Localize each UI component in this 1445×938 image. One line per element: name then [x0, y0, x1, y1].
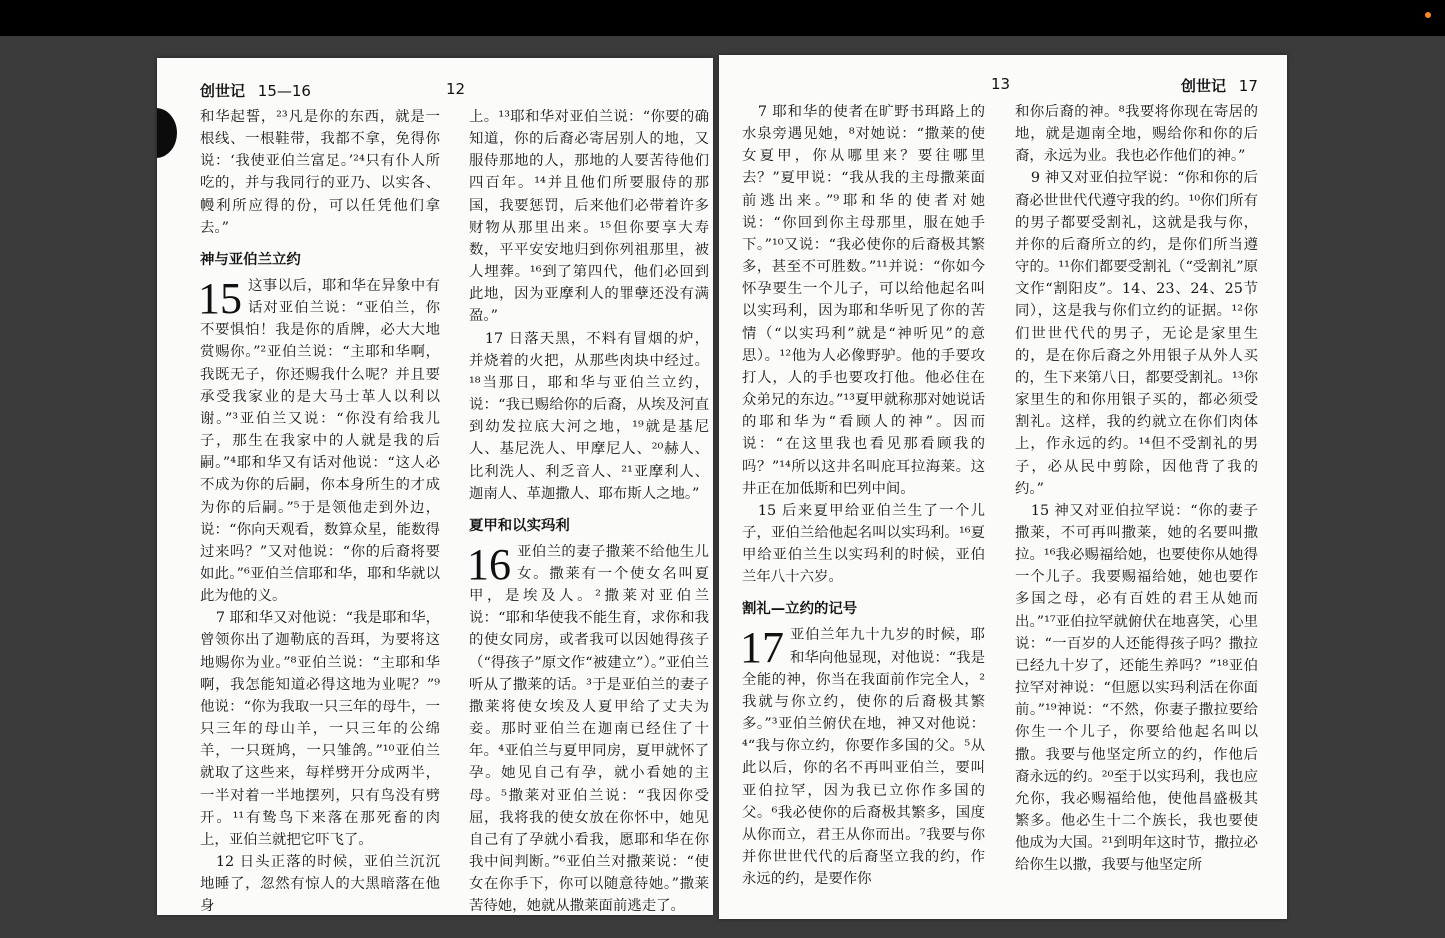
left-column-1	[200, 106, 440, 915]
chapter-dropcap: 17	[740, 623, 784, 673]
status-indicator-icon	[1425, 12, 1431, 18]
left-book-title: 创世记	[200, 82, 246, 100]
right-book-title: 创世记	[1181, 77, 1227, 95]
paragraph: 7 耶和华的使者在旷野书珥路上的水泉旁遇见她，⁸对她说：“撒莱的使女夏甲，你从哪里来？要往哪里去？”夏甲说：“我从我的主母撒莱面前逃出来。”⁹耶和华的使者对她说：“你回到你主母那里，服在她手下。”¹⁰又说：“我必使你的后裔极其繁多，甚至不可胜数。”¹¹并说：“你如今怀孕要生一个儿子，可以给他起名叫以实玛利，因为耶和华听见了你的苦情（“以实玛利”就是“神听见”的意思）。¹²他为人必像野驴。他的手要攻打人，人的手也要攻打他。他必住在众弟兄的东边。”¹³夏甲就称那对她说话的耶和华为“看顾人的神”。因而说：“在这里我也看见那看顾我的吗？”¹⁴所以这井名叫庇耳拉海莱。这井正在加低斯和巴列中间。	[742, 104, 985, 497]
paragraph: 和你后裔的神。⁸我要将你现在寄居的地，就是迦南全地，赐给你和你的后裔，永远为业。我也必作他们的神。”	[1015, 104, 1258, 165]
paragraph: 15 后来夏甲给亚伯兰生了一个儿子，亚伯兰给他起名叫以实玛利。¹⁶夏甲给亚伯兰生以实玛利的时候，亚伯兰年八十六岁。	[742, 502, 985, 586]
right-column-2	[1015, 101, 1258, 876]
paragraph: 亚伯兰的妻子撒莱不给他生儿女。撒莱有一个使女名叫夏甲，是埃及人。²撒莱对亚伯兰说：“耶和华使我不能生育，求你和我的使女同房，或者我可以因她得孩子（“得孩子”原文作“被建立”）。”亚伯兰听从了撒莱的话。³于是亚伯兰的妻子撒莱将使女埃及人夏甲给了丈夫为妾。那时亚伯兰在迦南已经住了十年。⁴亚伯兰与夏甲同房，夏甲就怀了孕。她见自己有孕，就小看她的主母。⁵撒莱对亚伯兰说：“我因你受屈，我将我的使女放在你怀中，她见自己有了孕就小看我，愿耶和华在你我中间判断。”⁶亚伯兰对撒莱说：“使女在你手下，你可以随意待她。”撒莱苦待她，她就从撒莱面前逃走了。	[469, 543, 709, 915]
binding-hole-mark	[157, 108, 177, 158]
paragraph: 17 日落天黑，不料有冒烟的炉，并烧着的火把，从那些肉块中经过。¹⁸当那日，耶和华与亚伯兰立约，说：“我已赐给你的后裔，从埃及河直到幼发拉底大河之地，¹⁹就是基尼人、基尼洗人、甲摩尼人、²⁰赫人、比利洗人、利乏音人、²¹亚摩利人、迦南人、革迦撒人、耶布斯人之地。”	[469, 330, 709, 502]
right-running-header	[1181, 75, 1258, 96]
section-heading: 神与亚伯兰立约	[200, 251, 301, 268]
left-page-number: 12	[446, 80, 466, 98]
left-column-2	[469, 106, 709, 915]
section-heading: 夏甲和以实玛利	[469, 517, 570, 534]
paragraph: 7 耶和华又对他说：“我是耶和华，曾领你出了迦勒底的吾珥，为要将这地赐你为业。”⁸亚伯兰说：“主耶和华啊，我怎能知道必得这地为业呢？”⁹他说：“你为我取一只三年的母牛，一只三年的母山羊，一只三年的公绵羊，一只斑鸠，一只雏鸽。”¹⁰亚伯兰就取了这些来，每样劈开分成两半，一半对着一半地摆列，只有鸟没有劈开。¹¹有鸷鸟下来落在那死畜的肉上，亚伯兰就把它吓飞了。	[200, 610, 440, 848]
section-heading: 割礼—立约的记号	[742, 601, 858, 618]
chapter-dropcap: 15	[198, 273, 242, 323]
paragraph: 15 神又对亚伯拉罕说：“你的妻子撒莱，不可再叫撒莱，她的名要叫撒拉。¹⁶我必赐福给她，也要使你从她得一个儿子。我要赐福给她，她也要作多国之母，必有百姓的君王从她而出。”¹⁷亚伯拉罕就俯伏在地喜笑，心里说：“一百岁的人还能得孩子吗？撒拉已经九十岁了，还能生养吗？”¹⁸亚伯拉罕对神说：“但愿以实玛利活在你面前。”¹⁹神说：“不然，你妻子撒拉要给你生一个儿子，你要给他起名叫以撒。我要与他坚定所立的约，作他后裔永远的约。²⁰至于以实玛利，我也应允你，我必赐福给他，使他昌盛极其繁多。他必生十二个族长，我也要使他成为大国。²¹到明年这时节，撒拉必给你生以撒，我要与他坚定所	[1015, 502, 1258, 874]
left-chapter-range: 15—16	[257, 82, 311, 100]
left-page	[157, 58, 713, 915]
left-running-header	[200, 80, 311, 101]
paragraph: 12 日头正落的时候，亚伯兰沉沉地睡了，忽然有惊人的大黑暗落在他身	[200, 854, 440, 915]
paragraph: 和华起誓，²³凡是你的东西，就是一根线、一根鞋带，我都不拿，免得你说：‘我使亚伯兰富足。’²⁴只有仆人所吃的，并与我同行的亚乃、以实各、幔利所应得的份，可以任凭他们拿去。”	[200, 109, 440, 236]
right-chapter: 17	[1238, 77, 1258, 95]
viewer-top-bar	[0, 0, 1445, 36]
paragraph: 亚伯兰年九十九岁的时候，耶和华向他显现，对他说：“我是全能的神，你当在我面前作完全人，²我就与你立约，使你的后裔极其繁多。”³亚伯兰俯伏在地，神又对他说：⁴“我与你立约，你要作多国的父。⁵从此以后，你的名不再叫亚伯兰，要叫亚伯拉罕，因为我已立你作多国的父。⁶我必使你的后裔极其繁多，国度从你而立，君王从你而出。⁷我要与你并你世世代代的后裔坚立我的约，作永远的约，是要作你	[742, 627, 985, 888]
paragraph: 这事以后，耶和华在异象中有话对亚伯兰说：“亚伯兰，你不要惧怕！我是你的盾牌，必大大地赏赐你。”²亚伯兰说：“主耶和华啊，我既无子，你还赐我什么呢？并且要承受我家业的是大马士革人以利以谢。”³亚伯兰又说：“你没有给我儿子，那生在我家中的人就是我的后嗣。”⁴耶和华又有话对他说：“这人必不成为你的后嗣，你本身所生的才成为你的后嗣。”⁵于是领他走到外边，说：“你向天观看，数算众星，能数得过来吗？”又对他说：“你的后裔将要如此。”⁶亚伯兰信耶和华，耶和华就以此为他的义。	[200, 277, 440, 605]
right-page-number: 13	[991, 75, 1011, 93]
chapter-dropcap: 16	[467, 539, 511, 589]
paragraph: 上。¹³耶和华对亚伯兰说：“你要的确知道，你的后裔必寄居别人的地，又服侍那地的人，那地的人要苦待他们四百年。¹⁴并且他们所要服侍的那国，我要惩罚，后来他们必带着许多财物从那里出来。¹⁵但你要享大寿数，平平安安地归到你列祖那里，被人埋葬。¹⁶到了第四代，他们必回到此地，因为亚摩利人的罪孽还没有满盈。”	[469, 109, 709, 325]
paragraph: 9 神又对亚伯拉罕说：“你和你的后裔必世世代代遵守我的约。¹⁰你们所有的男子都要受割礼，这就是我与你，并你的后裔所立的约，是你们所当遵守的。¹¹你们都要受割礼（“受割礼”原文作“割阳皮”。14、23、24、25节同），这是我与你们立约的证据。¹²你们世世代代的男子，无论是家里生的，是在你后裔之外用银子从外人买的，生下来第八日，都要受割礼。¹³你家里生的和你用银子买的，都必须受割礼。这样，我的约就立在你们肉体上，作永远的约。¹⁴但不受割礼的男子，必从民中剪除，因他背了我的约。”	[1015, 170, 1258, 497]
right-page	[719, 55, 1287, 919]
right-column-1	[742, 101, 985, 890]
